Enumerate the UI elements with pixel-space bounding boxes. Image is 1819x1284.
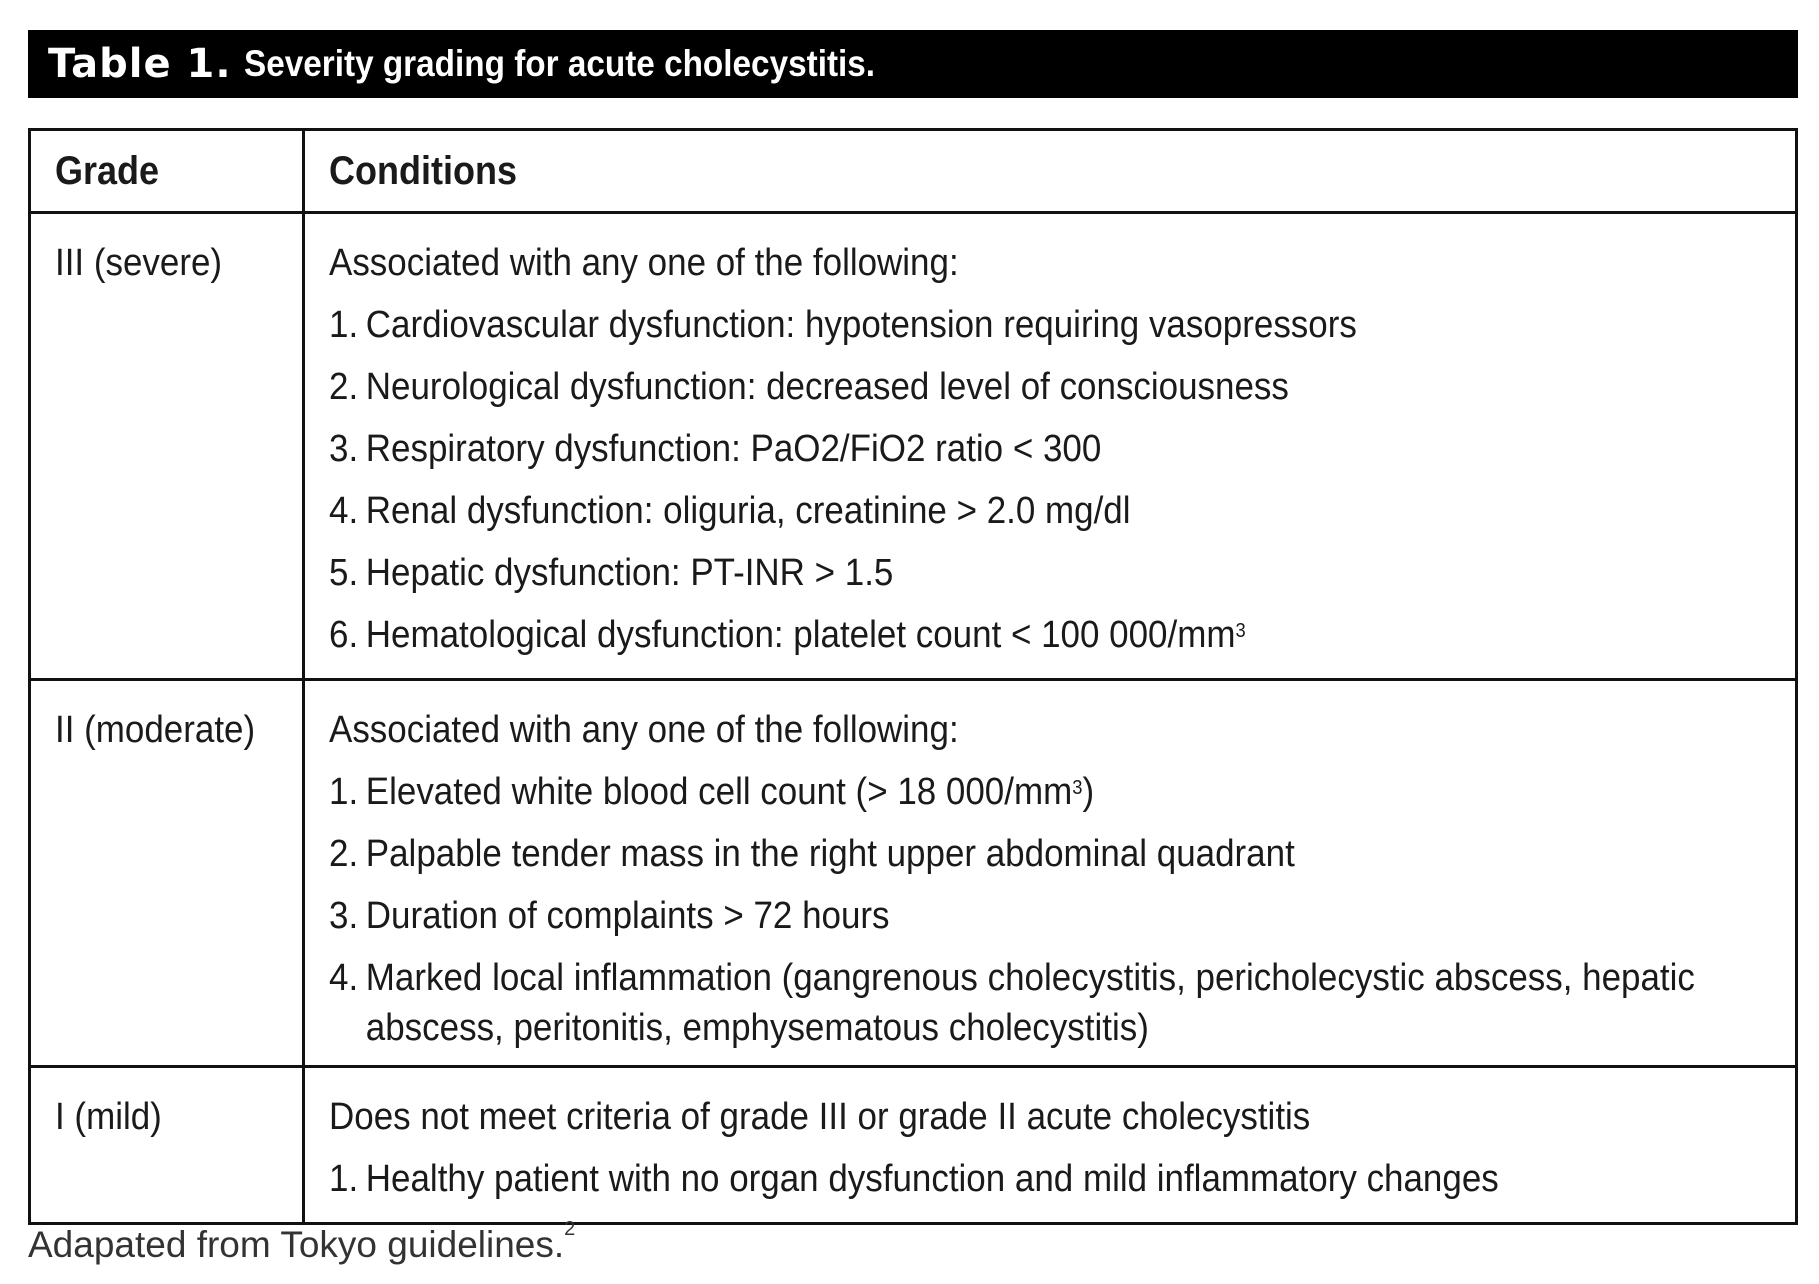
table-number-label: Table 1. <box>48 41 232 87</box>
conditions-intro: Associated with any one of the following: <box>329 242 959 284</box>
table-title-bar <box>28 30 1798 98</box>
conditions-cell <box>304 1067 1797 1224</box>
footnote-reference: 2 <box>564 1218 576 1240</box>
condition-item: 1. Cardiovascular dysfunction: hypotension requiring vasopressors <box>329 304 1357 346</box>
grade-cell <box>30 680 304 1067</box>
table-row-grade-2 <box>30 680 1797 1067</box>
conditions-cell <box>304 680 1797 1067</box>
table-row-grade-1 <box>30 1067 1797 1224</box>
grade-label: II (moderate) <box>55 709 256 751</box>
condition-item: 2. Palpable tender mass in the right upper abdominal quadrant <box>329 833 1295 875</box>
condition-item: 4. Marked local inflammation (gangrenous cholecystitis, pericholecystic abscess, hepatic abscess, peritonitis, emphysematous cholecystitis) <box>329 957 1695 1049</box>
condition-item: 3. Duration of complaints > 72 hours <box>329 895 890 937</box>
conditions-intro: Associated with any one of the following: <box>329 709 959 751</box>
severity-grading-table <box>28 128 1798 1225</box>
condition-item: 1. Healthy patient with no organ dysfunction and mild inflammatory changes <box>329 1158 1499 1200</box>
conditions-intro: Does not meet criteria of grade III or grade II acute cholecystitis <box>329 1096 1311 1138</box>
source-footnote: Adapated from Tokyo guidelines.$^2$ <box>28 1218 576 1265</box>
condition-item: 1. Elevated white blood cell count (> 18 $000/mm^3$) <box>329 771 1095 813</box>
superscript: 3 <box>1235 620 1246 642</box>
condition-item: 3. Respiratory dysfunction: PaO2/FiO2 ratio < 300 <box>329 428 1102 470</box>
table-row-grade-3 <box>30 213 1797 680</box>
condition-item: 6. Hematological dysfunction: platelet count < 100 $000/mm^3$ <box>329 614 1246 656</box>
table-title-text: Severity grading for acute cholecystitis. <box>243 43 875 84</box>
condition-item: 4. Renal dysfunction: oliguria, creatinine > 2.0 mg/dl <box>329 490 1131 532</box>
header-grade: Grade <box>30 130 304 213</box>
grade-cell <box>30 1067 304 1224</box>
condition-item: 5. Hepatic dysfunction: PT-INR > 1.5 <box>329 552 894 594</box>
condition-item: 2. Neurological dysfunction: decreased level of consciousness <box>329 366 1289 408</box>
superscript: 3 <box>1072 777 1083 799</box>
table-header-row <box>30 130 1797 213</box>
conditions-cell <box>304 213 1797 680</box>
grade-label: III (severe) <box>55 242 223 284</box>
header-conditions: Conditions <box>304 130 1797 213</box>
grade-cell <box>30 213 304 680</box>
grade-label: I (mild) <box>55 1096 162 1138</box>
